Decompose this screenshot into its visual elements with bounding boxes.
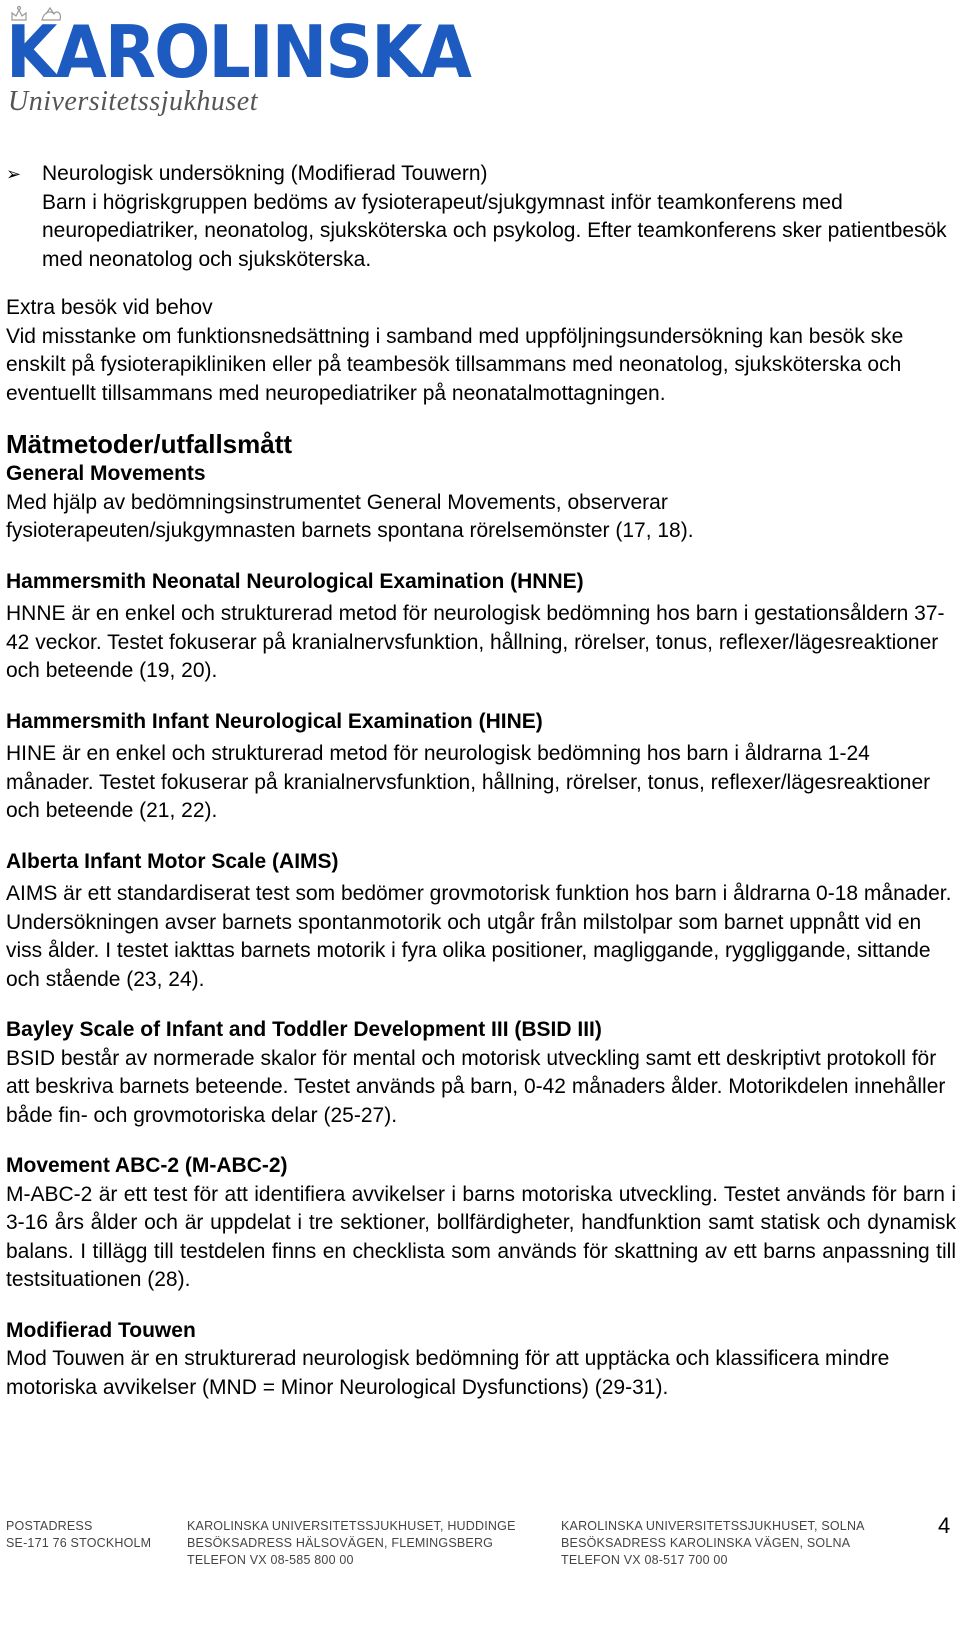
- main-heading: Mätmetoder/utfallsmått: [6, 429, 293, 459]
- footer-line: KAROLINSKA UNIVERSITETSSJUKHUSET, HUDDINGE: [187, 1519, 516, 1533]
- section-text: HINE är en enkel och strukturerad metod för neurologisk bedömning hos barn i åldrarna 1-24 månader. Testet fokuserar på kranialnervsfunktion, hållning, rörelser, tonus, reflexer/lägesreaktioner och beteende (21, 22).: [6, 742, 931, 822]
- footer-line: SE-171 76 STOCKHOLM: [6, 1536, 152, 1550]
- section-mabc: [6, 1152, 956, 1295]
- footer-postal-address: [6, 1518, 151, 1552]
- extra-visit-text: Vid misstanke om funktionsnedsättning i samband med uppföljningsundersökning kan besök ske enskilt på fysioterapikliniken eller på teambesök tillsammans med neonatolog, sjuksköterska och eventuellt tillsammans med neuropediatriker på neonatalmottagningen.: [6, 324, 904, 405]
- section-aims: [6, 848, 956, 995]
- extra-visit-section: [6, 294, 956, 408]
- logo-wordmark: KAROLINSKA: [6, 10, 471, 94]
- section-title: Hammersmith Neonatal Neurological Examination (HNNE): [6, 569, 584, 593]
- footer-line: BESÖKSADRESS KAROLINSKA VÄGEN, SOLNA: [561, 1536, 851, 1550]
- section-title: Movement ABC-2 (M-ABC-2): [6, 1154, 288, 1177]
- footer-line: POSTADRESS: [6, 1519, 93, 1533]
- section-touwen: [6, 1317, 956, 1403]
- section-text: AIMS är ett standardiserat test som bedömer grovmotorisk funktion hos barn i åldrarna 0-18 månader. Undersökningen avser barnets spontanmotorik och utgår från milstolpar som barnet uppnått vid en viss ålder. I testet iakttas barnets motorik i fyra olika positioner, magliggande, ryggliggande, sittande och stående (23, 24).: [6, 882, 952, 991]
- section-title: Modifierad Touwen: [6, 1318, 196, 1342]
- intro-bullet-text: Barn i högriskgruppen bedöms av fysioterapeut/sjukgymnast inför teamkonferens med neuropediatriker, neonatolog, sjuksköterska och psykolog. Efter teamkonferens sker patientbesök med neonatolog och sjuksköterska.: [42, 190, 947, 271]
- section-text: HNNE är en enkel och strukturerad metod för neurologisk bedömning hos barn i gestationsåldern 37-42 veckor. Testet fokuserar på kranialnervsfunktion, hållning, rörelser, tonus, reflexer/lägesreaktioner och beteende (19, 20).: [6, 602, 945, 682]
- document-body: [6, 160, 956, 1424]
- page-number: 4: [938, 1513, 951, 1538]
- section-title: Hammersmith Infant Neurological Examination (HINE): [6, 709, 543, 733]
- footer-line: BESÖKSADRESS HÄLSOVÄGEN, FLEMINGSBERG: [187, 1536, 494, 1550]
- page-footer: [0, 1518, 960, 1641]
- intro-bullet-title: Neurologisk undersökning (Modifierad Touwern): [42, 162, 488, 185]
- section-bsid: [6, 1016, 956, 1130]
- section-text: Med hjälp av bedömningsinstrumentet General Movements, observerar fysioterapeuten/sjukgymnasten barnets spontana rörelsemönster (17, 18).: [6, 490, 694, 542]
- karolinska-logo: [6, 4, 526, 122]
- section-title: General Movements: [6, 462, 206, 485]
- section-text: M-ABC-2 är ett test för att identifiera avvikelser i barns motoriska utveckling. Testet används för barn i 3-16 års ålder och är uppdelat i tre sektioner, bollfärdigheter, handfunktion samt statisk och dynamisk balans. I tillägg till testdelen finns en checklista som används för skattning av ett barns anpassning till testsituationen (28).: [6, 1182, 956, 1291]
- footer-line: TELEFON VX 08-585 800 00: [187, 1553, 354, 1567]
- section-text: Mod Touwen är en strukturerad neurologisk bedömning för att upptäcka och klassificera mindre motoriska avvikelser (MND = Minor Neurological Dysfunctions) (29-31).: [6, 1347, 890, 1399]
- section-title: Alberta Infant Motor Scale (AIMS): [6, 849, 339, 873]
- footer-line: TELEFON VX 08-517 700 00: [561, 1553, 728, 1567]
- section-title: Bayley Scale of Infant and Toddler Development III (BSID III): [6, 1018, 602, 1041]
- logo-subtitle: Universitetssjukhuset: [8, 86, 259, 117]
- extra-visit-title: Extra besök vid behov: [6, 296, 213, 319]
- section-hine: [6, 708, 956, 826]
- section-text: BSID består av normerade skalor för mental och motorisk utveckling samt ett deskriptivt protokoll för att beskriva barnets beteende. Testet används på barn, 0-42 månaders ålder. Motorikdelen innehåller både fin- och grovmotoriska delar (25-27).: [6, 1046, 946, 1127]
- footer-huddinge: [187, 1518, 516, 1569]
- intro-bullet: [6, 160, 956, 274]
- arrow-bullet-icon: ➢: [6, 164, 22, 184]
- footer-line: KAROLINSKA UNIVERSITETSSJUKHUSET, SOLNA: [561, 1519, 865, 1533]
- section-hnne: [6, 568, 956, 686]
- section-general-movements: [6, 460, 956, 546]
- footer-solna: [561, 1518, 865, 1569]
